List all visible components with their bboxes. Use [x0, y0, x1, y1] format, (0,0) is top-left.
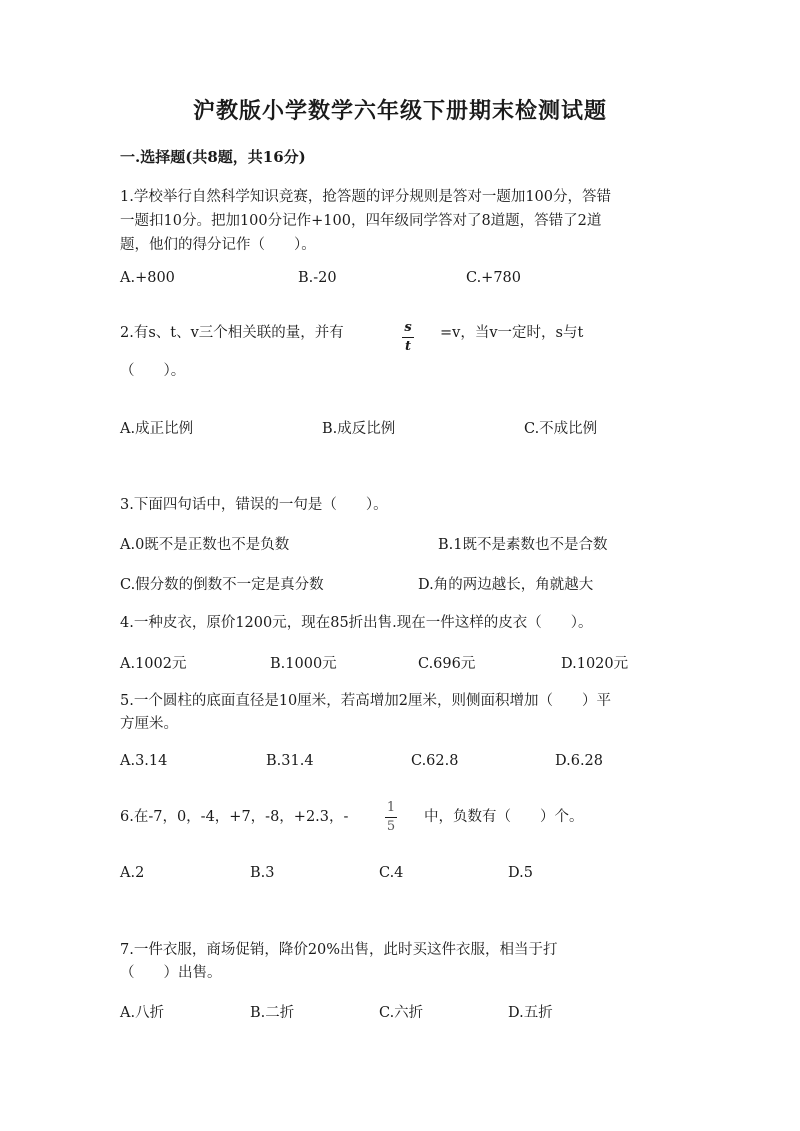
question-4-option-c[interactable]: C.696元 [418, 656, 476, 672]
question-2-option-a[interactable]: A.成正比例 [120, 421, 194, 437]
question-5-option-a[interactable]: A.3.14 [120, 753, 168, 769]
question-4-option-d[interactable]: D.1020元 [561, 656, 629, 672]
question-7-option-a[interactable]: A.八折 [120, 1005, 165, 1021]
question-6-fraction [385, 800, 397, 835]
question-1-option-a[interactable]: A.+800 [120, 270, 175, 286]
question-3-text: 3.下面四句话中，错误的一句是（ ）。 [120, 497, 388, 513]
question-3-option-b[interactable]: B.1既不是素数也不是合数 [438, 537, 608, 553]
question-2-option-c[interactable]: C.不成比例 [524, 421, 598, 437]
question-7-option-d[interactable]: D.五折 [508, 1005, 553, 1021]
fraction-bar [385, 817, 397, 818]
question-6-text-after: 中，负数有（ ）个。 [424, 809, 584, 825]
question-3-option-d[interactable]: D.角的两边越长，角就越大 [418, 577, 594, 593]
question-3-option-c[interactable]: C.假分数的倒数不一定是真分数 [120, 577, 324, 593]
fraction-denominator: 5 [386, 819, 396, 834]
question-5-option-c[interactable]: C.62.8 [411, 753, 459, 769]
question-7-line-2: （ ）出售。 [120, 965, 222, 981]
question-2-text-after: =v，当v一定时，s与t [440, 325, 584, 341]
question-5-line-1: 5.一个圆柱的底面直径是10厘米，若高增加2厘米，则侧面积增加（ ）平 [120, 693, 612, 709]
fraction-numerator: 1 [386, 800, 396, 815]
question-5-option-d[interactable]: D.6.28 [555, 753, 604, 769]
question-6-text-before: 6.在-7，0，-4，+7，-8，+2.3，- [120, 809, 349, 825]
page-title: 沪教版小学数学六年级下册期末检测试题 [192, 98, 607, 124]
question-5-option-b[interactable]: B.31.4 [266, 753, 314, 769]
question-6-option-a[interactable]: A.2 [120, 865, 145, 881]
question-4-text: 4.一种皮衣，原价1200元，现在85折出售.现在一件这样的皮衣（ ）。 [120, 615, 593, 631]
section-heading: 一.选择题(共8题，共16分) [120, 148, 306, 166]
question-4-option-b[interactable]: B.1000元 [270, 656, 337, 672]
question-7-option-b[interactable]: B.二折 [250, 1005, 295, 1021]
question-1-option-c[interactable]: C.+780 [466, 270, 522, 286]
question-3-option-a[interactable]: A.0既不是正数也不是负数 [120, 537, 290, 553]
question-6-option-d[interactable]: D.5 [508, 865, 533, 881]
fraction-denominator: t [404, 339, 411, 354]
question-1-line-1: 1.学校举行自然科学知识竞赛，抢答题的评分规则是答对一题加100分，答错 [120, 189, 612, 205]
fraction-bar [402, 337, 414, 338]
question-7-line-1: 7.一件衣服，商场促销，降价20%出售，此时买这件衣服，相当于打 [120, 942, 558, 958]
question-1-line-3: 题，他们的得分记作（ ）。 [120, 237, 316, 253]
question-2-text-before: 2.有s、t、v三个相关联的量，并有 [120, 325, 344, 341]
question-6-option-b[interactable]: B.3 [250, 865, 275, 881]
question-2-fraction [402, 320, 414, 355]
question-2-option-b[interactable]: B.成反比例 [322, 421, 396, 437]
question-2-line-2: （ ）。 [120, 363, 186, 379]
question-4-option-a[interactable]: A.1002元 [120, 656, 187, 672]
question-1-option-b[interactable]: B.-20 [298, 270, 337, 286]
question-6-option-c[interactable]: C.4 [379, 865, 404, 881]
fraction-numerator: s [404, 320, 412, 335]
question-7-option-c[interactable]: C.六折 [379, 1005, 424, 1021]
question-5-line-2: 方厘米。 [120, 716, 178, 732]
question-1-line-2: 一题扣10分。把加100分记作+100，四年级同学答对了8道题，答错了2道 [120, 213, 602, 229]
